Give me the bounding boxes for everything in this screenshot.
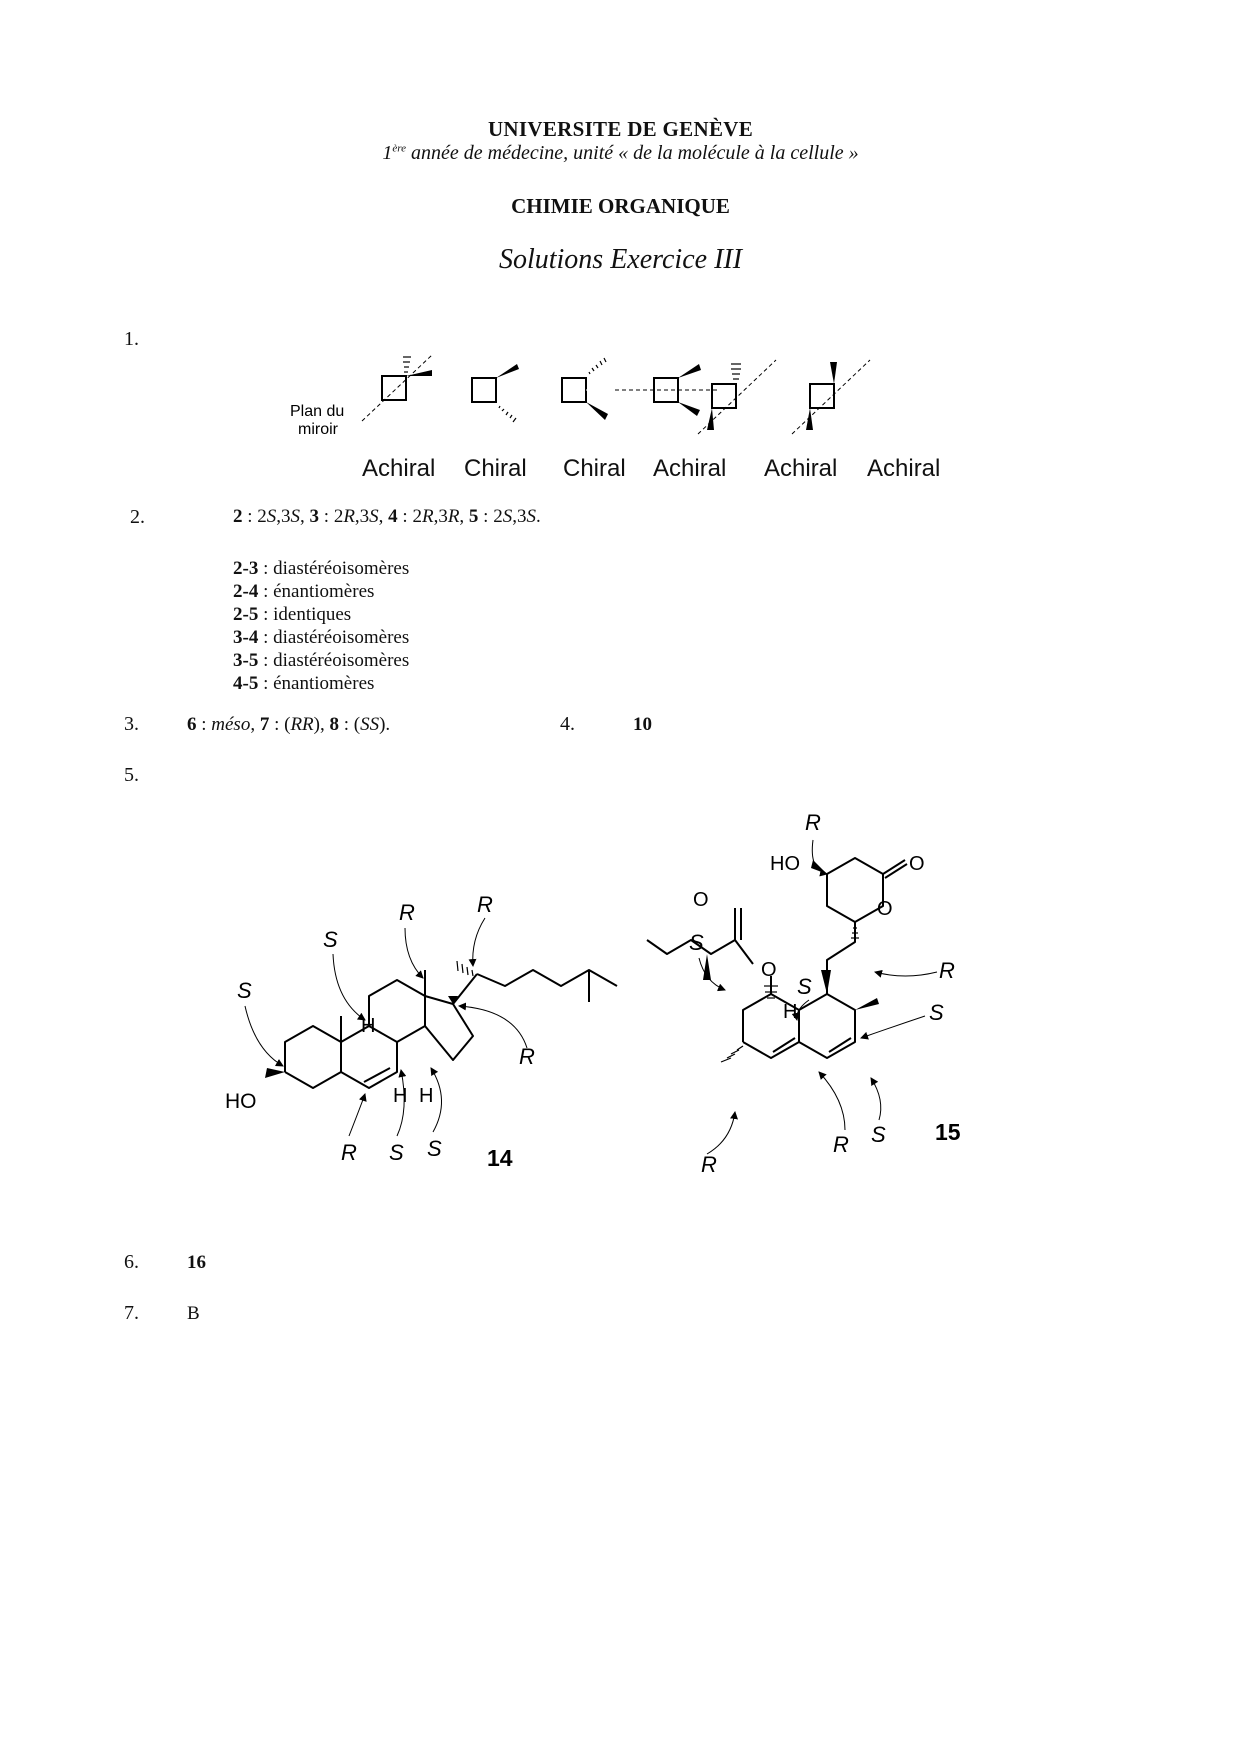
descriptor-label: S bbox=[389, 1140, 404, 1165]
molecule-6 bbox=[792, 360, 870, 434]
o-label: O bbox=[693, 889, 709, 911]
descriptor-label: S bbox=[871, 1122, 886, 1147]
molecule-2 bbox=[472, 364, 519, 422]
descriptor-label: S bbox=[797, 974, 812, 999]
molecule-3 bbox=[562, 358, 608, 420]
mirror-label-line1: Plan du bbox=[290, 403, 345, 420]
page-title: Solutions Exercice III bbox=[498, 244, 743, 275]
verdict-5: Achiral bbox=[764, 455, 838, 482]
descriptor-label: R bbox=[399, 900, 415, 925]
config-5: 5 : 2S,3S. bbox=[468, 506, 541, 527]
descriptor-label: S bbox=[323, 927, 338, 952]
descriptor-label: R bbox=[939, 958, 955, 983]
descriptor-label: R bbox=[519, 1044, 535, 1069]
descriptor-label: S bbox=[929, 1000, 944, 1025]
course-subtitle: 1ère année de médecine, unité « de la molécule à la cellule » bbox=[382, 142, 859, 164]
h-label: H bbox=[783, 1001, 798, 1023]
h-label: H bbox=[393, 1085, 408, 1107]
verdict-3: Chiral bbox=[563, 455, 626, 482]
compound-14-structure bbox=[285, 970, 617, 1088]
ho-label: HO bbox=[770, 853, 800, 875]
compound-14-label: 14 bbox=[487, 1145, 513, 1171]
descriptor-label: R bbox=[477, 892, 493, 917]
q3-number: 3. bbox=[124, 713, 139, 735]
descriptor-label: S bbox=[689, 930, 704, 955]
q2-number: 2. bbox=[130, 506, 145, 528]
h-label: H bbox=[361, 1015, 376, 1037]
verdict-2: Chiral bbox=[464, 455, 527, 482]
list-item: 3-4 : diastéréoisomères bbox=[233, 627, 410, 648]
list-item: 2-3 : diastéréoisomères bbox=[233, 558, 410, 579]
q2-pair-list bbox=[233, 557, 409, 695]
mirror-label-line2: miroir bbox=[298, 421, 338, 438]
q3-answer: 6 : méso, 7 : (RR), 8 : (SS). bbox=[187, 714, 391, 735]
q7-number: 7. bbox=[124, 1302, 139, 1324]
descriptor-label: S bbox=[237, 978, 252, 1003]
university-name: UNIVERSITE DE GENÈVE bbox=[487, 117, 754, 141]
list-item: 3-5 : diastéréoisomères bbox=[233, 650, 410, 671]
descriptor-label: R bbox=[833, 1132, 849, 1157]
config-3: 3 : 2R,3S, bbox=[309, 506, 389, 527]
descriptor-label: R bbox=[701, 1152, 717, 1177]
descriptor-label: R bbox=[341, 1140, 357, 1165]
q4-number: 4. bbox=[560, 713, 575, 735]
descriptor-label: R bbox=[805, 810, 821, 835]
list-item: 4-5 : énantiomères bbox=[233, 673, 375, 694]
verdict-4: Achiral bbox=[653, 455, 727, 482]
list-item: 2-4 : énantiomères bbox=[233, 581, 375, 602]
ho-label: HO bbox=[225, 1090, 257, 1113]
molecule-1 bbox=[362, 355, 432, 421]
q6-answer: 16 bbox=[187, 1252, 206, 1273]
q7-answer: B bbox=[187, 1303, 200, 1324]
q2-configurations bbox=[233, 506, 541, 528]
config-2: 2 : 2S,3S, bbox=[233, 506, 310, 527]
q4-answer: 10 bbox=[633, 714, 652, 735]
cyclobutane-figures bbox=[280, 350, 960, 455]
q6-number: 6. bbox=[124, 1251, 139, 1273]
descriptor-label: S bbox=[427, 1136, 442, 1161]
q5-number: 5. bbox=[124, 764, 139, 786]
o-label: O bbox=[877, 898, 893, 920]
structures-figure bbox=[215, 810, 1005, 1200]
list-item: 2-5 : identiques bbox=[233, 604, 352, 625]
verdict-6: Achiral bbox=[867, 455, 941, 482]
compound-15-structure bbox=[647, 858, 911, 1058]
molecule-5 bbox=[698, 360, 776, 434]
o-label: O bbox=[761, 959, 777, 981]
molecule-4 bbox=[586, 364, 720, 416]
h-label: H bbox=[419, 1085, 434, 1107]
compound-15-label: 15 bbox=[935, 1119, 961, 1145]
q1-number: 1. bbox=[124, 328, 139, 350]
verdict-1: Achiral bbox=[362, 455, 436, 482]
o-label: O bbox=[909, 853, 925, 875]
course-name: CHIMIE ORGANIQUE bbox=[511, 194, 730, 218]
config-4: 4 : 2R,3R, bbox=[388, 506, 469, 527]
